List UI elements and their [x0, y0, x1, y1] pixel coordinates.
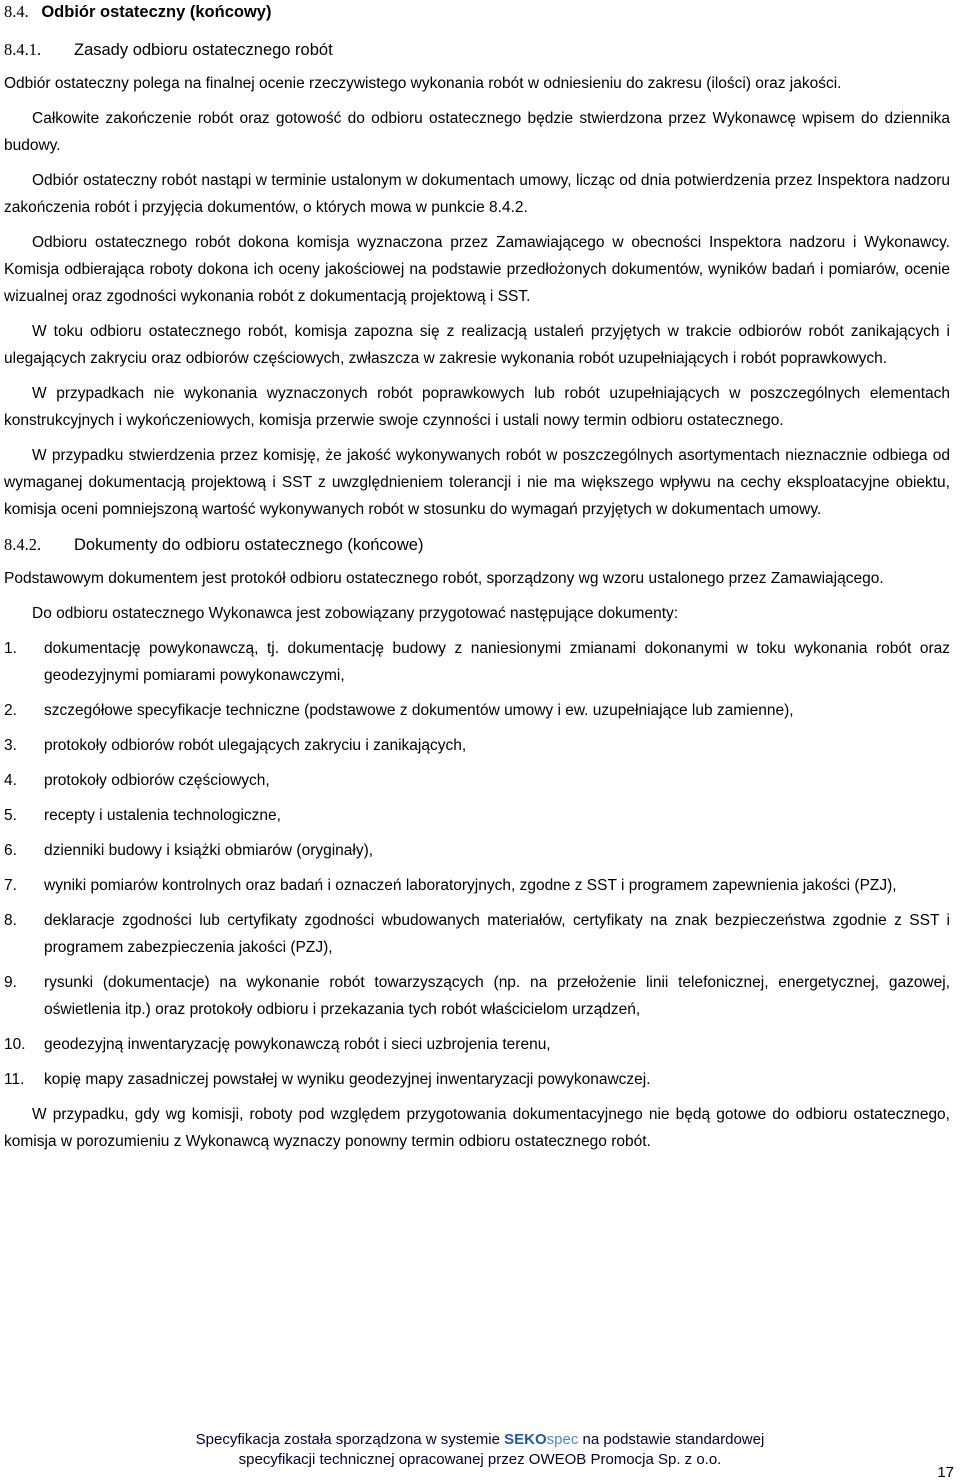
list-item-number: 5. — [4, 807, 17, 824]
paragraph: W toku odbioru ostatecznego robót, komisja zapozna się z realizacją ustaleń przyjętych w trakcie odbiorów robót zanikających i ulegających zakryciu oraz odbiorów częściowych, zwłaszcza w zakresie wykonania robót uzupełniających i robót poprawkowych. — [4, 323, 950, 367]
list-item-text: dzienniki budowy i książki obmiarów (oryginały), — [44, 842, 374, 859]
paragraph: Odbiór ostateczny polega na finalnej ocenie rzeczywistego wykonania robót w odniesieniu do zakresu (ilości) oraz jakości. — [4, 75, 842, 92]
list-item-text: rysunki (dokumentacje) na wykonanie robót towarzyszących (np. na przełożenie linii telefonicznej, energetycznej, gazowej, oświetlenia itp.) oraz protokoły odbioru i przekazania tych robót właścicielom urządzeń, — [44, 974, 950, 1018]
subsection-number-1: 8.4.1. — [4, 40, 42, 59]
list-item-number: 3. — [4, 737, 17, 754]
list-item-number: 9. — [4, 974, 17, 991]
footer-text-before-brand: Specyfikacja została sporządzona w systemie — [195, 1431, 505, 1448]
document-page — [4, 0, 950, 1163]
closing-paragraph: W przypadku, gdy wg komisji, roboty pod względem przygotowania dokumentacyjnego nie będą gotowe do odbioru ostatecznego, komisja w porozumieniu z Wykonawcą wyznaczy ponowny termin odbioru ostatecznego robót. — [4, 1106, 950, 1150]
list-item-text: recepty i ustalenia technologiczne, — [44, 807, 281, 824]
list-item-text: geodezyjną inwentaryzację powykonawczą robót i sieci uzbrojenia terenu, — [44, 1036, 551, 1053]
list-item-number: 7. — [4, 877, 17, 894]
footer-text-after-brand: na podstawie standardowej — [578, 1431, 765, 1448]
subsection-heading-2 — [4, 533, 950, 557]
list-item-text: protokoły odbiorów częściowych, — [44, 772, 270, 789]
list-item — [4, 837, 950, 864]
subsection-heading-1 — [4, 38, 950, 62]
section-number: 8.4. — [4, 2, 29, 21]
list-item-number: 8. — [4, 912, 17, 929]
page-footer — [0, 1430, 960, 1470]
paragraph: Odbiór ostateczny robót nastąpi w terminie ustalonym w dokumentach umowy, licząc od dnia potwierdzenia przez Inspektora nadzoru zakończenia robót i przyjęcia dokumentów, o których mowa w punkcie 8.4.2. — [4, 172, 950, 216]
paragraph: W przypadku stwierdzenia przez komisję, że jakość wykonywanych robót w poszczególnych asortymentach nieznacznie odbiega od wymaganej dokumentacją projektową i SST z uwzględnieniem tolerancji i nie ma większego wpływu na cechy eksploatacyjne obiektu, komisja oceni pomniejszoną wartość wykonywanych robót w stosunku do wymagań przyjętych w dokumentach umowy. — [4, 447, 950, 518]
list-item-text: kopię mapy zasadniczej powstałej w wyniku geodezyjnej inwentaryzacji powykonawczej. — [44, 1071, 651, 1088]
list-item — [4, 872, 950, 899]
list-item — [4, 1066, 950, 1093]
paragraph: Podstawowym dokumentem jest protokół odbioru ostatecznego robót, sporządzony wg wzoru ustalonego przez Zamawiającego. — [4, 570, 884, 587]
list-item-number: 2. — [4, 702, 17, 719]
subsection-title-1: Zasady odbioru ostatecznego robót — [74, 41, 333, 59]
page-number: 17 — [937, 1464, 954, 1481]
section-heading — [4, 0, 950, 24]
subsection-title-2: Dokumenty do odbioru ostatecznego (końcowe) — [74, 536, 424, 554]
list-item-text: protokoły odbiorów robót ulegających zakryciu i zanikających, — [44, 737, 467, 754]
footer-line-1 — [0, 1430, 960, 1450]
paragraph: Do odbioru ostatecznego Wykonawca jest zobowiązany przygotować następujące dokumenty: — [32, 605, 679, 622]
list-item — [4, 802, 950, 829]
list-item-text: wyniki pomiarów kontrolnych oraz badań i oznaczeń laboratoryjnych, zgodne z SST i programem zapewnienia jakości (PZJ), — [44, 877, 897, 894]
list-item-number: 1. — [4, 640, 17, 657]
list-item-number: 11. — [4, 1071, 25, 1088]
list-item-number: 6. — [4, 842, 17, 859]
section-title: Odbiór ostateczny (końcowy) — [41, 3, 272, 21]
list-item — [4, 969, 950, 1023]
list-item-text: deklaracje zgodności lub certyfikaty zgodności wbudowanych materiałów, certyfikaty na znak bezpieczeństwa zgodnie z SST i programem zabezpieczenia jakości (PZJ), — [44, 912, 950, 956]
list-item — [4, 697, 950, 724]
footer-line-2: specyfikacji technicznej opracowanej przez OWEOB Promocja Sp. z o.o. — [238, 1451, 722, 1468]
list-item — [4, 767, 950, 794]
list-item — [4, 732, 950, 759]
documents-list — [4, 635, 950, 1093]
list-item — [4, 1031, 950, 1058]
list-item — [4, 907, 950, 961]
paragraph: W przypadkach nie wykonania wyznaczonych robót poprawkowych lub robót uzupełniających w poszczególnych elementach konstrukcyjnych i wykończeniowych, komisja przerwie swoje czynności i ustali nowy termin odbioru ostatecznego. — [4, 385, 950, 429]
list-item-number: 4. — [4, 772, 17, 789]
subsection-number-2: 8.4.2. — [4, 535, 42, 554]
paragraph: Całkowite zakończenie robót oraz gotowość do odbioru ostatecznego będzie stwierdzona przez Wykonawcę wpisem do dziennika budowy. — [4, 110, 950, 154]
list-item-number: 10. — [4, 1036, 26, 1053]
list-item-text: dokumentację powykonawczą, tj. dokumentację budowy z naniesionymi zmianami dokonanymi w toku wykonania robót oraz geodezyjnymi pomiarami powykonawczymi, — [44, 640, 950, 684]
list-item-text: szczegółowe specyfikacje techniczne (podstawowe z dokumentów umowy i ew. uzupełniające lub zamienne), — [44, 702, 794, 719]
brand-logo-seko: SEKO — [504, 1431, 547, 1448]
list-item — [4, 635, 950, 689]
brand-logo-spec: spec — [546, 1431, 579, 1448]
paragraph: Odbioru ostatecznego robót dokona komisja wyznaczona przez Zamawiającego w obecności Inspektora nadzoru i Wykonawcy. Komisja odbierająca roboty dokona ich oceny jakościowej na podstawie przedłożonych dokumentów, wyników badań i pomiarów, ocenie wizualnej oraz zgodności wykonania robót z dokumentacją projektową i SST. — [4, 234, 950, 305]
